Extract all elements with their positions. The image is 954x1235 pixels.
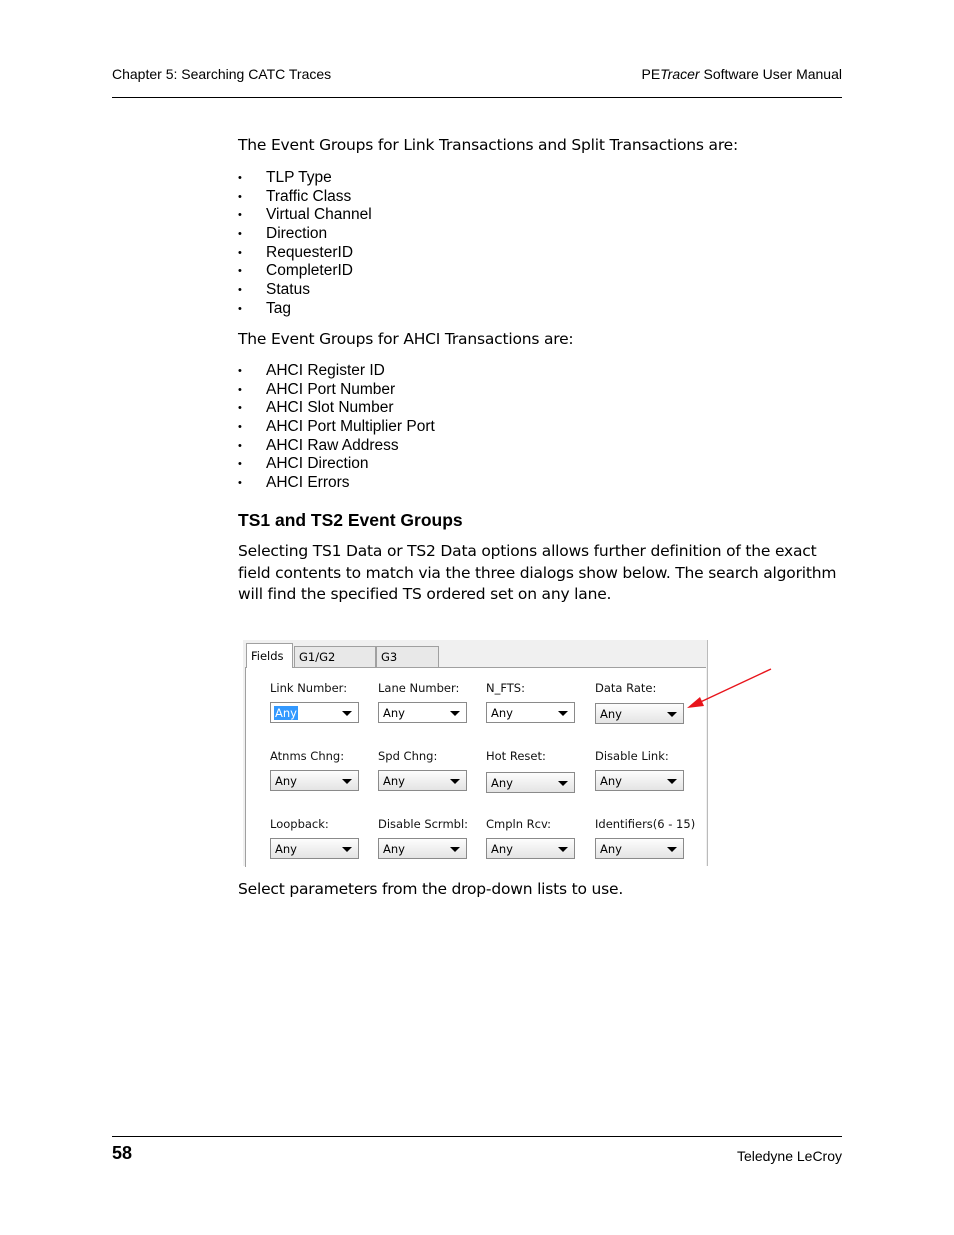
chevron-down-icon <box>450 779 460 784</box>
chevron-down-icon <box>667 847 677 852</box>
atnms-chng-label: Atnms Chng: <box>270 749 345 763</box>
chevron-down-icon <box>667 712 677 717</box>
disable-scrmbl-value: Any <box>383 842 405 856</box>
disable-scrmbl-label: Disable Scrmbl: <box>378 817 469 831</box>
list-item: • AHCI Raw Address <box>238 437 435 456</box>
hot-reset-label: Hot Reset: <box>486 749 546 763</box>
list-item: • Direction <box>238 225 372 244</box>
footer-company: Teledyne LeCroy <box>736 1148 842 1164</box>
hot-reset-dropdown[interactable] <box>486 772 575 793</box>
arrow-head <box>687 697 704 708</box>
atnms-chng-dropdown[interactable] <box>270 770 359 791</box>
fields-tab-panel <box>245 667 706 867</box>
data-rate-label: Data Rate: <box>595 681 657 695</box>
lane-number-value: Any <box>383 706 405 720</box>
list-item: • AHCI Port Multiplier Port <box>238 418 435 437</box>
running-header-manual-title <box>641 66 842 82</box>
manual-title-prefix: PE <box>641 66 661 82</box>
ahci-group-list <box>238 362 435 493</box>
red-arrow-icon <box>680 660 780 715</box>
section-heading: TS1 and TS2 Event Groups <box>238 510 463 530</box>
link-number-label: Link Number: <box>270 681 348 695</box>
chevron-down-icon <box>558 781 568 786</box>
tab-fields[interactable]: Fields <box>246 643 293 668</box>
n-fts-value: Any <box>491 706 513 720</box>
page-number: 58 <box>112 1143 133 1163</box>
link-split-group-list <box>238 169 372 319</box>
data-rate-value: Any <box>600 707 622 721</box>
lane-number-label: Lane Number: <box>378 681 460 695</box>
chevron-down-icon <box>342 847 352 852</box>
link-number-dropdown[interactable] <box>270 702 359 723</box>
n-fts-label: N_FTS: <box>486 681 525 695</box>
manual-title-suffix: Software User Manual <box>699 66 842 82</box>
running-header-chapter: Chapter 5: Searching CATC Traces <box>112 66 332 82</box>
list-item: • Traffic Class <box>238 188 372 207</box>
cmpln-rcv-value: Any <box>491 842 513 856</box>
list-item: • RequesterID <box>238 244 372 263</box>
hot-reset-value: Any <box>491 776 513 790</box>
chevron-down-icon <box>667 779 677 784</box>
tab-g3-layout[interactable]: G3 <box>376 646 439 667</box>
chevron-down-icon <box>558 711 568 716</box>
footer-rule <box>112 1136 842 1137</box>
list-item: • AHCI Port Number <box>238 381 435 400</box>
disable-scrmbl-dropdown[interactable] <box>378 838 467 859</box>
spd-chng-value: Any <box>383 774 405 788</box>
lane-number-dropdown[interactable] <box>378 702 467 723</box>
list-item: • CompleterID <box>238 262 372 281</box>
identifiers-value: Any <box>600 842 622 856</box>
list-item: • Virtual Channel <box>238 206 372 225</box>
list-item: • TLP Type <box>238 169 372 188</box>
loopback-dropdown[interactable] <box>270 838 359 859</box>
chevron-down-icon <box>450 711 460 716</box>
intro-ahci: The Event Groups for AHCI Transactions are: <box>238 330 574 348</box>
list-item: • AHCI Register ID <box>238 362 435 381</box>
header-rule <box>112 97 842 98</box>
link-number-value: Any <box>275 706 297 720</box>
list-item: • AHCI Direction <box>238 455 435 474</box>
list-item: • AHCI Slot Number <box>238 399 435 418</box>
data-rate-dropdown[interactable] <box>595 703 684 724</box>
chevron-down-icon <box>558 847 568 852</box>
chevron-down-icon <box>450 847 460 852</box>
cmpln-rcv-dropdown[interactable] <box>486 838 575 859</box>
identifiers-dropdown[interactable] <box>595 838 684 859</box>
tab-g1-g2-layout[interactable]: G1/G2 <box>294 646 376 667</box>
spd-chng-label: Spd Chng: <box>378 749 438 763</box>
chevron-down-icon <box>342 779 352 784</box>
spd-chng-dropdown[interactable] <box>378 770 467 791</box>
n-fts-dropdown[interactable] <box>486 702 575 723</box>
ts-fields-dialog <box>243 640 708 866</box>
cmpln-rcv-label: Cmpln Rcv: <box>486 817 552 831</box>
closing-text: Select parameters from the drop-down lists to use. <box>238 880 624 898</box>
list-item: • Tag <box>238 300 372 319</box>
intro-link-split: The Event Groups for Link Transactions and Split Transactions are: <box>238 136 739 154</box>
arrow-shaft <box>694 669 771 705</box>
section-body: Selecting TS1 Data or TS2 Data options allows further definition of the exact field contents to match via the three dialogs show below. The search algorithm will find the specified TS ordered set on any lane. <box>238 542 837 603</box>
disable-link-label: Disable Link: <box>595 749 669 763</box>
identifiers-label: Identifiers(6 - 15) <box>595 817 696 831</box>
disable-link-dropdown[interactable] <box>595 770 684 791</box>
loopback-label: Loopback: <box>270 817 329 831</box>
loopback-value: Any <box>275 842 297 856</box>
list-item: • AHCI Errors <box>238 474 435 493</box>
atnms-chng-value: Any <box>275 774 297 788</box>
chevron-down-icon <box>342 711 352 716</box>
list-item: • Status <box>238 281 372 300</box>
disable-link-value: Any <box>600 774 622 788</box>
manual-title-italic: Tracer <box>660 66 700 82</box>
